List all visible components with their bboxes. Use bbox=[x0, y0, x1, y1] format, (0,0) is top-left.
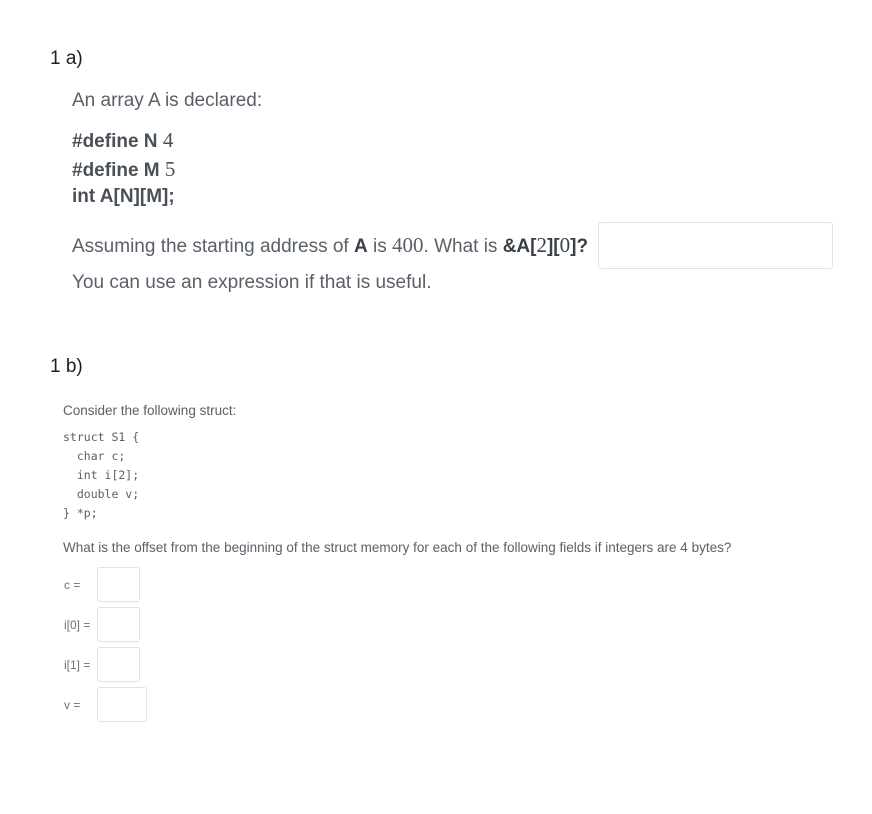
expr-index-0: 0 bbox=[559, 233, 571, 257]
prompt-address: 400 bbox=[392, 233, 424, 257]
question-1b-intro: Consider the following struct: bbox=[63, 403, 237, 418]
field-i0-input[interactable] bbox=[97, 607, 140, 642]
expr-index-2: 2 bbox=[536, 233, 547, 257]
prompt-expression bbox=[502, 233, 589, 257]
struct-code-line-4: double v; bbox=[63, 487, 140, 501]
define-m-keyword: #define M bbox=[72, 160, 160, 181]
struct-code-line-3: int i[2]; bbox=[63, 468, 140, 482]
question-1a-hint: You can use an expression if that is useful. bbox=[72, 272, 432, 293]
field-i0-label: i[0] = bbox=[64, 618, 91, 632]
struct-code-line-2: char c; bbox=[63, 449, 126, 463]
question-1a-number: 1 a) bbox=[50, 48, 83, 69]
field-v-label: v = bbox=[64, 698, 81, 712]
define-n-line bbox=[72, 128, 173, 153]
expr-part-a: &A[ bbox=[502, 236, 537, 257]
define-n-value: 4 bbox=[162, 128, 174, 152]
field-c-input[interactable] bbox=[97, 567, 140, 602]
field-c-label: c = bbox=[64, 578, 81, 592]
prompt-var: A bbox=[353, 236, 368, 257]
array-declaration bbox=[72, 186, 175, 208]
define-m-value: 5 bbox=[164, 157, 176, 181]
define-m-line bbox=[72, 157, 175, 182]
field-v-input[interactable] bbox=[97, 687, 147, 722]
prompt-pre: Assuming the starting address of bbox=[72, 236, 349, 257]
question-1b-number: 1 b) bbox=[50, 356, 83, 377]
question-1b-prompt: What is the offset from the beginning of the struct memory for each of the following fields if integers are 4 bytes? bbox=[63, 540, 732, 555]
define-n-keyword: #define N bbox=[72, 131, 158, 152]
answer-1a-input[interactable] bbox=[598, 222, 833, 269]
struct-code-line-5: } *p; bbox=[63, 506, 98, 520]
prompt-mid: . What is bbox=[423, 236, 498, 257]
question-1a-prompt bbox=[72, 233, 588, 258]
struct-code-line-1: struct S1 { bbox=[63, 430, 140, 444]
prompt-is: is bbox=[373, 236, 387, 257]
expr-part-b: ][ bbox=[546, 236, 560, 257]
expr-part-c: ]? bbox=[570, 236, 589, 257]
field-i1-input[interactable] bbox=[97, 647, 140, 682]
field-i1-label: i[1] = bbox=[64, 658, 91, 672]
array-declaration-text: int A[N][M]; bbox=[72, 186, 175, 207]
question-1a-intro: An array A is declared: bbox=[72, 90, 263, 111]
